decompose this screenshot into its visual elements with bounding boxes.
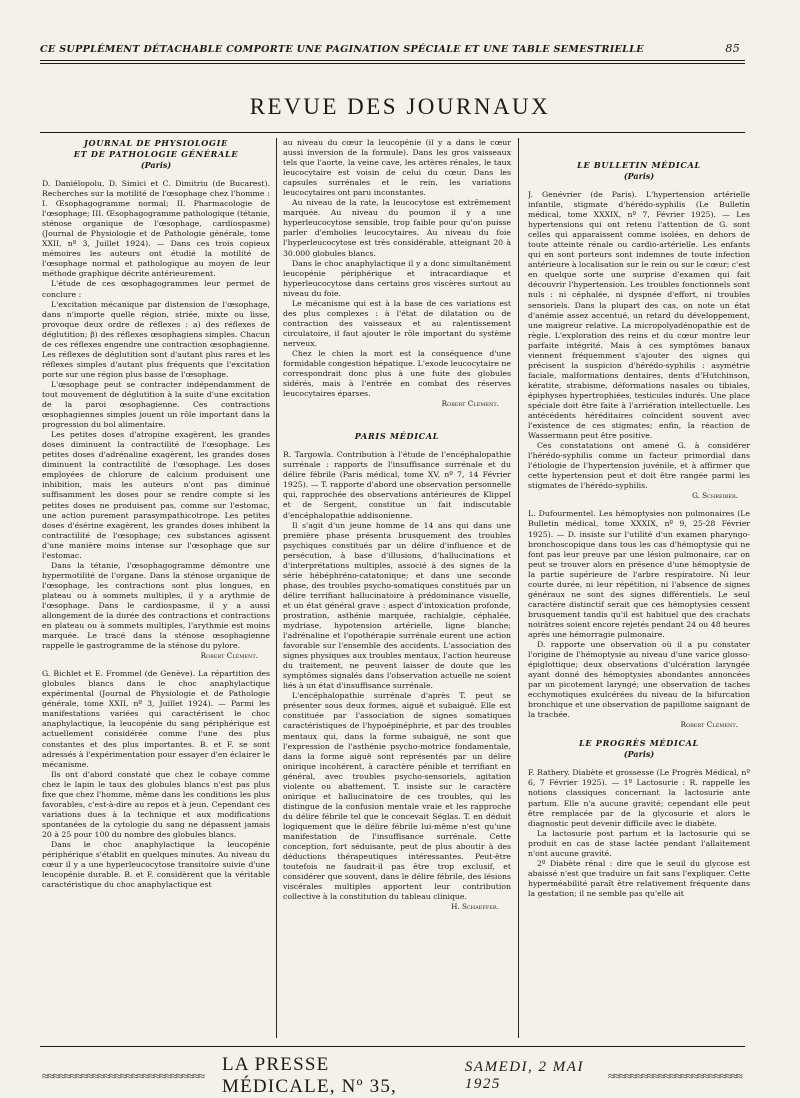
journal-title: JOURNAL DE PHYSIOLOGIE (83, 138, 229, 148)
article-paragraph: Ces constatations ont amené G. à considérer l'hérédo-syphilis comme un facteur primordial dans l'étiologie de l'hypertension juvénile, et à affirmer que cette hypertension peut et doit être rangée parmi les stigmates de l'hérédo-syphilis. (528, 441, 750, 491)
journal-title: ET DE PATHOLOGIE GÉNÉRALE (73, 149, 239, 159)
article-paragraph: F. Rathery. Diabète et grossesse (Le Progrès Médical, nº 6, 7 Février 1925). — 1º Lactosurie : R. rappelle les notions classiques concernant la lactosurie ante partum. Elle n'a aucune gravité; cependant elle peut être remplacée par de la glycosurie et alors le diagnostic peut devenir difficile avec le diabète. (528, 768, 750, 828)
review-signature: Robert Clément. (680, 720, 738, 730)
article-paragraph: Chez le chien la mort est la conséquence d'une formidable congestion hépatique. L'exode leucocytaire ne correspondrait donc plus à une fuite des globules sidérés, mais à l'entrée en combat des réserves leucocytaires éparses. (283, 348, 511, 399)
article-paragraph: La lactosurie post partum et la lactosurie qui se produit en cas de stase lactée pendant l'allaitement n'ont aucune gravité. (528, 828, 750, 858)
article-paragraph: Au niveau de la rate, la leucocytose est extrêmement marquée. Au niveau du poumon il y a une hyperleucocytose sensible, trop faible pour qu'on puisse parler d'embolies leucocytaires. Au niveau du foie l'hyperleucocytose est très considérable, atteignant 20 à 30.000 globules blancs. (283, 198, 511, 258)
journal-city: (Paris) (623, 171, 655, 181)
review-signature: Robert Clément. (441, 399, 499, 409)
spacer (283, 417, 511, 431)
issue-date: SAMEDI, 2 MAI 1925 (464, 1059, 584, 1092)
column-divider (276, 138, 277, 1038)
spacer (528, 138, 750, 152)
flourish-right: ≈≈≈≈≈≈≈≈≈≈≈≈≈≈≈≈≈≈≈≈≈≈≈≈ (607, 1068, 742, 1083)
spacer (528, 152, 750, 160)
article-paragraph: Il s'agit d'un jeune homme de 14 ans qui dans une première phase présenta brusquement des troubles psychiques constitués par un délire d'influence et de persécution, à base d'illusions, d'hallucinations et d'interprétations multiples, associé à des signes de la série hébéphréno-catatonique; et dans une seconde phase, des troubles psycho-somatiques constitués par un délire terrifiant hallucinatoire à prédominance visuelle, et un état général grave : aspect d'intoxication profonde, prostration, asthénie marquée, rachialgie, céphalée, mydriase, hypotension artérielle, ligne blanche; l'adrénaline et l'opothérapie surrénale eurent une action favorable sur l'ensemble des accidents. L'association des signes physiques aux troubles mentaux, l'action heureuse du traitement, ne peuvent laisser de doute que les symptômes signalés dans l'observation actuelle ne soient liés à un état d'insuffisance surrénale. (283, 520, 511, 691)
column-divider (518, 138, 519, 1038)
title-rule (40, 132, 745, 133)
journal-title: LE PROGRÈS MÉDICAL (579, 738, 699, 749)
journal-title: PARIS MÉDICAL (354, 431, 440, 442)
journal-title: LE BULLETIN MÉDICAL (577, 160, 701, 170)
article-paragraph: L'excitation mécanique par distension de l'œsophage, dans n'importe quelle région, striée, mixte ou lisse, provoque deux ordre de réflexes : a) des réflexes de déglutition; β) des réflexes œsophagiens simples. Chacun de ces réflexes engendre une contraction œsophagienne. Les réflexes de déglutition sont d'autant plus rares et les réflexes simples d'autant plus fréquents que l'excitation porte sur une région plus basse de l'œsophage. (42, 299, 270, 379)
flourish-left: ≈≈≈≈≈≈≈≈≈≈≈≈≈≈≈≈≈≈≈≈≈≈≈≈≈≈≈≈≈ (42, 1068, 204, 1083)
article-paragraph: Le mécanisme qui est à la base de ces variations est des plus complexes : à l'état de dilatation ou de contraction des vaisseaux et au ralentissement circulatoire, il faut ajouter le rôle important du système nerveux. (283, 298, 511, 348)
article-paragraph: au niveau du cœur la leucopénie (il y a dans le cœur aussi inversion de la formule). Dans les gros vaisseaux tels que l'aorte, la veine cave, les artères rénales, le taux leucocytaire est voisin de celui du cœur. Dans les capsules surrénales et le rein, les variations leucocytaires ont paru inconstantes. (283, 138, 511, 198)
article-paragraph: Dans le choc anaphylactique il y a donc simultanément leucopénie périphérique et intracardiaque et hyperleucocytose dans certains gros viscères surtout au niveau du foie. (283, 258, 511, 298)
running-title: CE SUPPLÉMENT DÉTACHABLE COMPORTE UNE PAGINATION SPÉCIALE ET UNE TABLE SEMESTRIELLE (40, 44, 644, 55)
article-paragraph: Ils ont d'abord constaté que chez le cobaye comme chez le lapin le taux des globules blancs n'est pas plus fixe que chez l'homme, même dans les conditions les plus favorables, c'est-à-dire au repos et à jeun. Cependant ces variations dues à la technique et aux modifications spontanées de la cytologie du sang ne dépassent jamais 20 à 25 pour 100 du nombre des globules blancs. (42, 769, 270, 839)
article-paragraph: J. Genévrier (de Paris). L'hypertension artérielle infantile, stigmate d'hérédo-syphilis (Le Bulletin médical, tome XXXIX, nº 7, Février 1925). — Les hypertensions qui ont retenu l'attention de G. sont celles qui apparaissent comme isolées, en dehors de toute atteinte rénale ou cardio-artérielle. Les enfants qui en sont porteurs sont indemnes de toute infection antérieure à localisation sur le rein ou sur le cœur; c'est en quelque sorte une surprise d'examen qui fait découvrir l'hypertension. Les troubles fonctionnels sont nuls : ni céphalée, ni dyspnée d'effort, ni troubles sensoriels. Dans la plupart des cas, on note un état d'anémie assez accentué, un retard du développement, une maigreur relative. La micropolyadénopathie est de règle. L'exploration des reins et du cœur montre leur parfaite intégrité. Mais à ces symptômes banaux viennent fréquemment s'ajouter des signes qui précisent la suspicion d'hérédo-syphilis : asymétrie faciale, malformations dentaires, dents d'Hutchinson, kératite, strabisme, déformations nasales ou tibiales, épiphyses hypertrophiées, testicules indurés. Une place spéciale doit être faite à l'arriération intellectuelle. Les antécédents héréditaires coïncident souvent avec l'existence de ces stigmates; enfin, la réaction de Wassermann peut être positive. (528, 190, 750, 441)
article-paragraph: L'étude de ces œsophagogrammes leur permet de conclure : (42, 279, 270, 299)
article-paragraph: Dans la tétanie, l'œsophagogramme démontre une hypermotilité de l'organe. Dans la sténose organique de l'œsophage, les contractions sont plus longues, en plateau ou à sommets multiples, il y a arythmie de l'œsophage. Dans le cardiospasme, il y a aussi allongement de la durée des contractions et contractions en plateau ou à sommets multiples, l'arythmie est moins marquée. Le tracé dans la sténose œsophagienne rappelle le gastrogramme de la sténose du pylore. (42, 560, 270, 651)
journal-city: (Paris) (140, 160, 172, 170)
spacer (283, 442, 511, 450)
running-header (40, 42, 740, 55)
review-signature: H. Schaeffer. (451, 902, 499, 912)
article-paragraph: G. Bichlet et E. Frommel (de Genève). La répartition des globules blancs dans le choc anaphylactique expérimental (Journal de Physiologie et de Pathologie générale, tome XXII, nº 3, Juillet 1924). — Parmi les manifestations variées qui caractérisent le choc anaphylactique, la leucopénie du sang périphérique est actuellement considérée comme l'une des plus constantes et des plus importantes. B. et F. se sont adressés à l'expérimentation pour essayer d'en éclairer le mécanisme. (42, 669, 270, 769)
column-1 (42, 138, 270, 1048)
header-rule (40, 60, 745, 64)
publication-name: LA PRESSE MÉDICALE, Nº 35, (222, 1054, 397, 1097)
column-2 (283, 138, 511, 1048)
footer-rule (40, 1046, 745, 1047)
review-signature: Robert Clément. (200, 651, 258, 661)
article-paragraph: L'encéphalopathie surrénale d'après T. peut se présenter sous deux formes, aiguë et subaiguë. Elle est constituée par l'association de signes somatiques caractéristiques de l'hypoépinéphrie, et par des troubles mentaux qui, dans la forme subaiguë, ne sont que l'expression de l'asthénie psycho-motrice fondamentale, dans la forme aiguë sont représentés par un délire onirique incohérent, à caractère pénible et terrifiant en général, avec troubles psycho-sensoriels, agitation violente ou abattement. T. insiste sur le caractère onirique et hallucinatoire de ces troubles, qui les distingue de la confusion mentale vraie et les rapproche du délire fébrile tel que le concevait Séglas. T. en déduit logiquement que le délire fébrile lui-même n'est qu'une manifestation de l'insuffisance surrénale. Cette conception, fort séduisante, peut de plus aboutir à des déductions thérapeutiques intéressantes. Peut-être toutefois ne faudrait-il pas être trop exclusif, et considérer que souvent, dans le délire fébrile, des lésions viscérales multiples apportent leur contribution collective à la constitution du tableau clinique. (283, 691, 511, 902)
column-3 (528, 138, 750, 1048)
section-title: REVUE DES JOURNAUX (249, 94, 551, 119)
journal-city: (Paris) (623, 749, 655, 760)
article-paragraph: L. Dufourmentel. Les hémoptysies non pulmonaires (Le Bulletin médical, tome XXXIX, nº 9, 25-28 Février 1925). — D. insiste sur l'utilité d'un examen pharyngo-bronchoscopique dans tous les cas d'hémoptysie qui ne font pas leur preuve par une lésion pulmonaire, car on peut se trouver alors en présence d'une hémoptysie de la partie supérieure de l'arbre respiratoire. Ni leur courte durée, ni leur répétition, ni l'absence de signes généraux ne sont des signes différentiels. Le seul caractère distinctif serait que ces hémoptysies cessent brusquement tandis qu'il est habituel que des crachats noirâtres soient encore rejetés pendant 24 ou 48 heures après une hémorragie pulmonaire. (528, 509, 750, 639)
article-paragraph: D. Daniélopolu, D. Simici et C. Dimitriu (de Bucarest). Recherches sur la motilité de l'œsophage chez l'homme : I. Œsophagogramme normal; II. Pharmacologie de l'œsophage; III. Œsophagogramme pathologique (tétanie, sténose organique de l'œsophage, cardiospasme) (Journal de Physiologie et de Pathologie générale, tome XXII, nº 3, Juillet 1924). — Dans ces trois copieux mémoires les auteurs ont étudié la motilité de l'œsophage normal et pathologique au moyen de leur méthode graphique décrite antérieurement. (42, 179, 270, 279)
page-number: 85 (725, 42, 740, 55)
article-paragraph: D. rapporte une observation où il a pu constater l'origine de l'hémoptysie au niveau d'une varice glosso-épiglottique; deux observations d'ulcération laryngée ayant donné des hémoptysies abondantes annoncées par un picotement laryngé; une observation de taches ecchymotiques exulcérées du niveau de la bifurcation bronchique et une observation de papillome saignant de la trachée. (528, 640, 750, 720)
article-paragraph: R. Targowla. Contribution à l'étude de l'encéphalopathie surrénale : rapports de l'insuffisance surrénale et du délire fébrile (Paris médical, tome XV, nº 7, 14 Février 1925). — T. rapporte d'abord une observation personnelle qui, rapprochée des observations antérieures de Klippel et de Sergent, constitue un fait indiscutable d'encéphalopathie addisonienne. (283, 450, 511, 520)
article-paragraph: Dans le choc anaphylactique la leucopénie périphérique s'établit en quelques minutes. Au niveau du cœur il y a une hyperleucocytose transitoire suivie d'une leucopénie durable. B. et F. considèrent que la véritable caractéristique du choc anaphylactique est (42, 840, 270, 890)
review-signature: G. Schreiber. (692, 491, 738, 501)
footer (42, 1054, 742, 1098)
article-paragraph: 2º Diabète rénal : dire que le seuil du glycose est abaissé n'est que traduire un fait sans l'expliquer. Cette hyperméabilité paraît être relativement fréquente dans la gestation; il ne semble pas qu'elle ait (528, 858, 750, 898)
article-paragraph: L'œsophage peut se contracter indépendamment de tout mouvement de déglutition à la suite d'une excitation de la paroi œsophagienne. Ces contractions œsophagiennes simples jouent un rôle important dans la progression du bol alimentaire. (42, 379, 270, 430)
article-paragraph: Les petites doses d'atropine exagèrent, les grandes doses diminuent la contractilité de l'œsophage. Les petites doses d'adrénaline exagèrent, les grandes doses diminuent la contractilité de l'œsophage. Les doses employées de chlorure de calcium produisent une inhibition, mais les auteurs n'ont pas diminué suffisamment les doses pour se rendre compte si les petites doses ne produisent pas, comme sur l'estomac, une action purement parasympathicotrope. Les petites doses d'ésérine exagèrent, les grandes doses inhibent la contractilité de l'œsophage; ces substances agissent d'une manière moins intense sur l'œsophage que sur l'estomac. (42, 430, 270, 560)
